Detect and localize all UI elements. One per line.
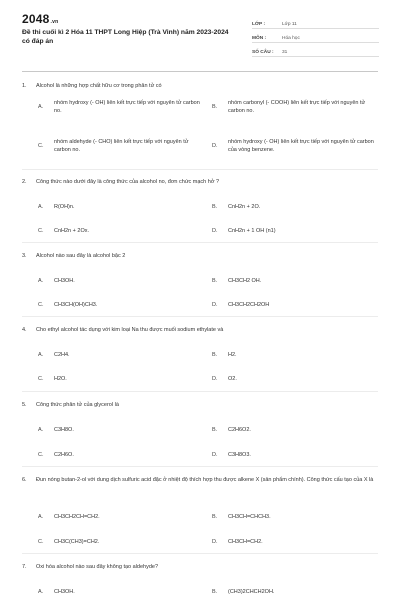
answer-option-d[interactable] [212, 451, 376, 459]
meta-value: Lớp 11 [282, 22, 297, 27]
option-letter: C. [38, 376, 44, 382]
option-letter: A. [38, 278, 44, 284]
option-text: CnH2n + 1 OH (n1) [228, 228, 276, 234]
option-text: H2. [228, 352, 237, 358]
option-letter: A. [38, 352, 44, 358]
question-separator [22, 466, 378, 467]
question-separator [22, 242, 378, 243]
answer-option-d[interactable] [212, 375, 376, 383]
option-text: H2O. [54, 376, 67, 382]
meta-row-subject [252, 29, 379, 43]
question-number: 1. [22, 83, 27, 89]
question-2 [22, 178, 378, 186]
answer-option-d[interactable] [212, 538, 376, 546]
question-stem [22, 326, 378, 334]
option-letter: B. [212, 204, 218, 210]
exam-title: Đề thi cuối kì 2 Hóa 11 THPT Long Hiệp (Trà Vinh) năm 2023-2024 có đáp án [22, 29, 229, 45]
answer-option-a[interactable] [38, 277, 202, 285]
option-text: C3H8O3. [228, 452, 251, 458]
option-letter: C. [38, 452, 44, 458]
option-letter: A. [38, 427, 44, 433]
answer-option-b[interactable] [212, 203, 376, 211]
question-stem [22, 476, 378, 484]
option-text: CH3CH2 OH. [228, 278, 262, 284]
question-stem [22, 252, 378, 260]
answer-option-a[interactable] [38, 99, 202, 115]
option-text: O2. [228, 376, 237, 382]
question-7 [22, 563, 378, 571]
question-1 [22, 82, 378, 90]
question-number: 3. [22, 253, 27, 259]
answer-option-c[interactable] [38, 375, 202, 383]
answer-option-a[interactable] [38, 426, 202, 434]
option-letter: B. [212, 104, 218, 110]
answer-option-a[interactable] [38, 588, 202, 596]
question-4 [22, 326, 378, 334]
option-letter: C. [38, 302, 44, 308]
question-stem [22, 563, 378, 571]
meta-row-class [252, 15, 379, 29]
question-separator [22, 316, 378, 317]
option-text: CH3CH(OH)CH3. [54, 302, 98, 308]
meta-label: SỐ CÂU : [252, 50, 274, 55]
question-separator [22, 169, 378, 170]
question-separator [22, 391, 378, 392]
option-letter: B. [212, 278, 218, 284]
answer-option-a[interactable] [38, 513, 202, 521]
site-logo[interactable] [22, 12, 58, 26]
meta-value: 31 [282, 50, 288, 55]
option-letter: D. [212, 376, 218, 382]
question-number: 7. [22, 564, 27, 570]
meta-label: LỚP : [252, 22, 266, 27]
meta-row-count [252, 43, 379, 57]
answer-option-b[interactable] [212, 513, 376, 521]
logo-text: 2048 [22, 12, 50, 26]
meta-value: Hóa học [282, 36, 300, 41]
question-stem [22, 82, 378, 90]
header-divider [22, 71, 378, 72]
option-text: CH3CH=CH2. [228, 539, 263, 545]
question-separator [22, 553, 378, 554]
question-text: Alcohol nào sau đây là alcohol bậc 2 [36, 253, 126, 259]
option-text: nhóm carbonyl (- COOH) liên kết trực tiếp với nguyên tử carbon no. [228, 100, 366, 114]
option-letter: D. [212, 452, 218, 458]
option-letter: B. [212, 589, 218, 595]
answer-option-b[interactable] [212, 99, 376, 115]
answer-option-c[interactable] [38, 301, 202, 309]
answer-option-c[interactable] [38, 138, 202, 154]
option-letter: D. [212, 302, 218, 308]
option-text: R(OH)n. [54, 204, 75, 210]
option-text: CH3C(CH3)=CH2. [54, 539, 100, 545]
option-letter: B. [212, 352, 218, 358]
option-text: CH3OH. [54, 589, 75, 595]
question-text: Cho ethyl alcohol tác dụng với kim loại Na thu được muối sodium ethylate và [36, 327, 224, 333]
question-text: Đun nóng butan-2-ol với dung dịch sulfuric acid đặc ở nhiệt độ thích hợp thu được alkene X (sản phẩm chính). Công thức cấu tạo của X là [36, 477, 374, 483]
option-letter: A. [38, 204, 44, 210]
option-text: CnH2n + 2Ox. [54, 228, 90, 234]
question-number: 2. [22, 179, 27, 185]
question-stem [22, 401, 378, 409]
answer-option-a[interactable] [38, 203, 202, 211]
option-letter: C. [38, 539, 44, 545]
option-text: C2H4. [54, 352, 70, 358]
question-number: 4. [22, 327, 27, 333]
option-text: CnH2n + 2O. [228, 204, 261, 210]
meta-label: MÔN : [252, 36, 267, 41]
option-letter: C. [38, 143, 44, 149]
option-text: CH3OH. [54, 278, 75, 284]
answer-option-b[interactable] [212, 426, 376, 434]
option-letter: D. [212, 143, 218, 149]
answer-option-d[interactable] [212, 301, 376, 309]
question-number: 5. [22, 402, 27, 408]
answer-option-c[interactable] [38, 451, 202, 459]
option-letter: B. [212, 514, 218, 520]
answer-option-d[interactable] [212, 138, 376, 154]
answer-option-c[interactable] [38, 538, 202, 546]
question-3 [22, 252, 378, 260]
question-text: Oxi hóa alcohol nào sau đây không tạo aldehyde? [36, 564, 159, 570]
question-text: Công thức nào dưới đây là công thức của alcohol no, đơn chức mạch hở ? [36, 179, 220, 185]
answer-option-a[interactable] [38, 351, 202, 359]
exam-meta [252, 15, 379, 57]
option-letter: B. [212, 427, 218, 433]
option-letter: A. [38, 104, 44, 110]
option-text: CH3CH2CH=CH2. [54, 514, 100, 520]
option-letter: A. [38, 589, 44, 595]
answer-option-c[interactable] [38, 227, 202, 235]
answer-option-b[interactable] [212, 351, 376, 359]
option-letter: D. [212, 228, 218, 234]
option-letter: D. [212, 539, 218, 545]
option-text: (CH3)2CHCH2OH. [228, 589, 275, 595]
question-5 [22, 401, 378, 409]
option-text: CH3CH2CH2OH [228, 302, 270, 308]
answer-option-b[interactable] [212, 277, 376, 285]
option-text: nhóm aldehyde (- CHO) liên kết trực tiếp với nguyên tử carbon no. [54, 139, 189, 153]
option-text: C2H6O2. [228, 427, 251, 433]
answer-option-d[interactable] [212, 227, 376, 235]
option-letter: A. [38, 514, 44, 520]
option-letter: C. [38, 228, 44, 234]
logo-suffix: .vn [50, 19, 59, 25]
option-text: C3H8O. [54, 427, 74, 433]
option-text: C2H6O. [54, 452, 74, 458]
page-header [0, 0, 400, 70]
question-stem [22, 178, 378, 186]
question-6 [22, 476, 378, 484]
question-text: Công thức phân tử của glycerol là [36, 402, 119, 408]
answer-option-b[interactable] [212, 588, 376, 596]
option-text: CH3CH=CHCH3. [228, 514, 271, 520]
question-text: Alcohol là những hợp chất hữu cơ trong phân tử có [36, 83, 162, 89]
option-text: nhóm hydroxy (- OH) liên kết trực tiếp với nguyên tử carbon của vòng benzene. [228, 139, 374, 153]
option-text: nhóm hydroxy (- OH) liên kết trực tiếp với nguyên tử carbon no. [54, 100, 200, 114]
question-number: 6. [22, 477, 27, 483]
